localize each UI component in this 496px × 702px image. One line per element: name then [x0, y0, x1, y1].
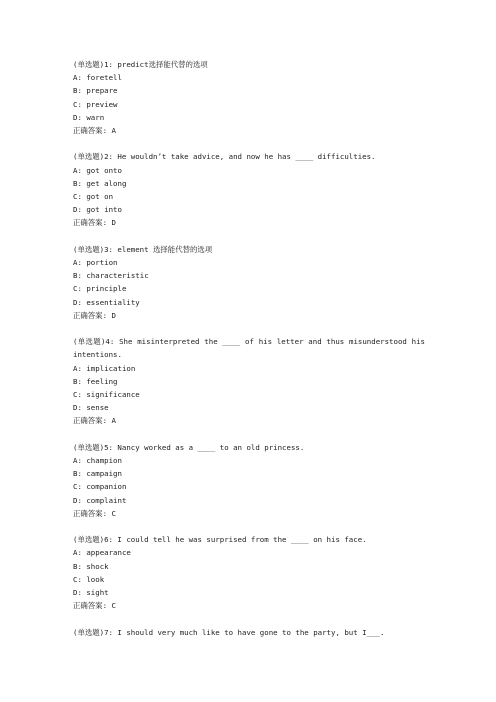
correct-answer: 正确答案: D — [73, 218, 116, 228]
correct-answer: 正确答案: A — [73, 126, 116, 136]
option-a: A: portion — [73, 258, 118, 268]
option-d: D: got into — [73, 205, 122, 215]
question-item — [73, 626, 425, 639]
option-c: C: preview — [73, 99, 118, 109]
option-b: B: campaign — [73, 469, 122, 479]
question-text: (单选题)5: Nancy worked as a ____ to an old princess. — [73, 442, 305, 452]
option-b: B: characteristic — [73, 271, 149, 281]
question-item — [73, 58, 425, 137]
option-c: C: principle — [73, 284, 127, 294]
option-b: B: shock — [73, 561, 109, 571]
question-text: (单选题)6: I could tell he was surprised from the ____ on his face. — [73, 535, 367, 545]
option-a: A: champion — [73, 456, 122, 466]
option-c: C: got on — [73, 192, 114, 202]
correct-answer: 正确答案: C — [73, 508, 116, 518]
option-d: D: complaint — [73, 495, 127, 505]
option-a: A: implication — [73, 363, 136, 373]
question-item — [73, 150, 425, 229]
correct-answer: 正确答案: D — [73, 310, 116, 320]
option-d: D: sight — [73, 588, 109, 598]
option-c: C: companion — [73, 482, 127, 492]
option-b: B: get along — [73, 178, 127, 188]
option-b: B: feeling — [73, 376, 118, 386]
question-item — [73, 335, 425, 427]
question-text: (单选题)3: element 选择能代替的选项 — [73, 244, 213, 254]
question-item — [73, 243, 425, 322]
option-c: C: look — [73, 574, 105, 584]
option-a: A: appearance — [73, 548, 131, 558]
question-text: (单选题)4: She misinterpreted the ____ of his letter and thus misunderstood his intentions. — [73, 337, 425, 360]
option-d: D: sense — [73, 403, 109, 413]
correct-answer: 正确答案: C — [73, 601, 116, 611]
option-c: C: significance — [73, 390, 140, 400]
question-text: (单选题)2: He wouldn’t take advice, and now he has ____ difficulties. — [73, 152, 376, 162]
question-list — [73, 58, 425, 652]
option-d: D: essentiality — [73, 297, 140, 307]
question-text: (单选题)1: predict选择能代替的选项 — [73, 60, 208, 69]
question-item — [73, 441, 425, 520]
question-item — [73, 533, 425, 612]
question-text: (单选题)7: I should very much like to have gone to the party, but I___. — [73, 627, 385, 637]
option-a: A: foretell — [73, 73, 122, 83]
option-d: D: warn — [73, 112, 105, 122]
option-a: A: got onto — [73, 165, 122, 175]
correct-answer: 正确答案: A — [73, 416, 116, 426]
option-b: B: prepare — [73, 86, 118, 96]
